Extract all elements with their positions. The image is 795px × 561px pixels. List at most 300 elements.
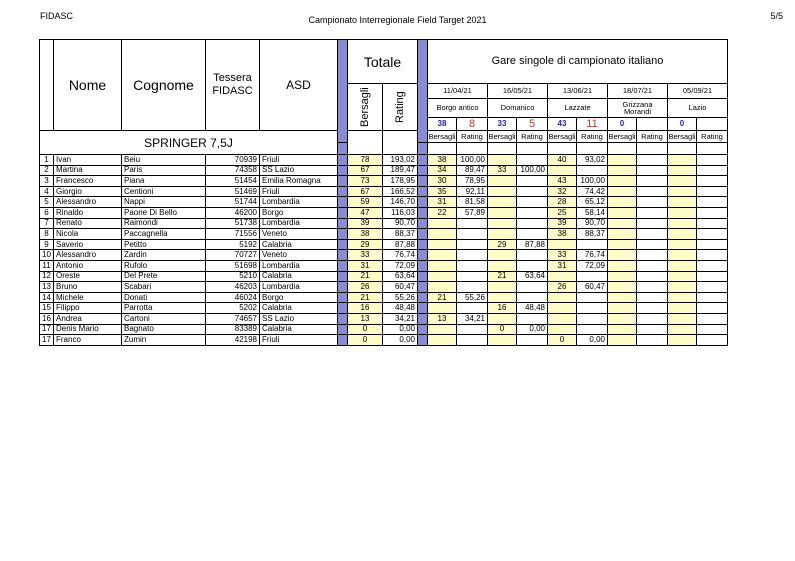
event-rating-cell bbox=[517, 335, 548, 346]
event-rating-cell bbox=[697, 282, 728, 293]
event-rating-cell bbox=[637, 292, 668, 303]
event-bersagli-cell bbox=[608, 218, 637, 229]
event-rating-cell bbox=[457, 260, 488, 271]
separator-bar bbox=[418, 155, 428, 166]
separator-bar bbox=[418, 229, 428, 240]
total-bersagli-cell: 0 bbox=[348, 335, 383, 346]
event-rating-cell bbox=[697, 155, 728, 166]
event-rating-cell bbox=[697, 335, 728, 346]
total-bersagli-cell: 21 bbox=[348, 292, 383, 303]
event-bersagli-cell bbox=[428, 229, 457, 240]
event-rating-cell bbox=[637, 229, 668, 240]
position-cell: 9 bbox=[40, 239, 54, 250]
total-rating-cell: 166,52 bbox=[383, 186, 418, 197]
sub-bersagli: Bersagli bbox=[608, 131, 636, 141]
nome-cell: Oreste bbox=[54, 271, 122, 282]
cognome-cell: Cartoni bbox=[122, 313, 206, 324]
total-rating-cell: 60,47 bbox=[383, 282, 418, 293]
event-bersagli-cell: 43 bbox=[548, 176, 577, 187]
separator-bar bbox=[338, 324, 348, 335]
event-rating-cell bbox=[577, 271, 608, 282]
event-rating-cell: 48,48 bbox=[517, 303, 548, 314]
event-bersagli-cell bbox=[668, 271, 697, 282]
table-row bbox=[40, 303, 728, 314]
event-bersagli-cell bbox=[428, 335, 457, 346]
event-bersagli-cell: 0 bbox=[488, 324, 517, 335]
asd-cell: Lombardia bbox=[260, 197, 338, 208]
event-rating-cell bbox=[577, 324, 608, 335]
separator-bar bbox=[338, 292, 348, 303]
event-rating bbox=[637, 118, 668, 131]
event-bersagli-cell bbox=[428, 324, 457, 335]
separator-bar bbox=[418, 282, 428, 293]
event-rating-cell: 34,21 bbox=[457, 313, 488, 324]
asd-cell: Veneto bbox=[260, 229, 338, 240]
gare-header: Gare singole di campionato italiano bbox=[428, 40, 728, 84]
event-bersagli-cell bbox=[548, 239, 577, 250]
event-rating-cell: 100,00 bbox=[577, 176, 608, 187]
event-bersagli-cell bbox=[548, 313, 577, 324]
category-label: SPRINGER 7,5J bbox=[40, 131, 338, 155]
event-rating-cell: 0,00 bbox=[517, 324, 548, 335]
event-bersagli-cell bbox=[608, 260, 637, 271]
nome-cell: Martina bbox=[54, 165, 122, 176]
table-row bbox=[40, 186, 728, 197]
event-bersagli-cell: 29 bbox=[488, 239, 517, 250]
event-rating-cell: 74,42 bbox=[577, 186, 608, 197]
tessera-cell: 46024 bbox=[206, 292, 260, 303]
event-rating-cell: 0,00 bbox=[577, 335, 608, 346]
event-rating-cell bbox=[517, 176, 548, 187]
event-rating-cell bbox=[697, 292, 728, 303]
event-rating-cell bbox=[637, 324, 668, 335]
spacer bbox=[697, 143, 728, 155]
event-bersagli-cell bbox=[488, 229, 517, 240]
event-bersagli-cell bbox=[488, 218, 517, 229]
event-rating-cell bbox=[697, 260, 728, 271]
position-cell: 17 bbox=[40, 324, 54, 335]
event-rating-cell: 87,88 bbox=[517, 239, 548, 250]
total-rating-cell: 193,02 bbox=[383, 155, 418, 166]
table-row bbox=[40, 165, 728, 176]
event-bersagli-cell bbox=[608, 282, 637, 293]
event-bersagli-cell bbox=[668, 313, 697, 324]
position-cell: 7 bbox=[40, 218, 54, 229]
event-bersagli-cell bbox=[668, 218, 697, 229]
event-date: 05/09/21 bbox=[668, 84, 728, 99]
total-rating-cell: 76,74 bbox=[383, 250, 418, 261]
sub-bersagli: Bersagli bbox=[428, 131, 456, 141]
spacer bbox=[348, 143, 383, 155]
event-rating-cell bbox=[577, 303, 608, 314]
event-bersagli-cell bbox=[608, 271, 637, 282]
tessera-cell: 51738 bbox=[206, 218, 260, 229]
tessera-cell: 42198 bbox=[206, 335, 260, 346]
table-row bbox=[40, 239, 728, 250]
spacer bbox=[608, 143, 637, 155]
event-rating-cell bbox=[697, 324, 728, 335]
event-rating-cell: 88,37 bbox=[577, 229, 608, 240]
event-rating-cell bbox=[517, 186, 548, 197]
event-rating-cell bbox=[577, 165, 608, 176]
separator-bar bbox=[418, 40, 428, 143]
event-rating-cell: 81,58 bbox=[457, 197, 488, 208]
event-rating-cell bbox=[517, 155, 548, 166]
separator-bar bbox=[338, 229, 348, 240]
event-bersagli-cell bbox=[488, 250, 517, 261]
event-bersagli-cell bbox=[428, 282, 457, 293]
event-rating-cell bbox=[457, 218, 488, 229]
event-bersagli-cell bbox=[488, 176, 517, 187]
event-place: Domanico bbox=[488, 99, 548, 118]
cognome-cell: Scabari bbox=[122, 282, 206, 293]
event-bersagli-cell bbox=[668, 207, 697, 218]
separator-bar bbox=[418, 313, 428, 324]
nome-cell: Filippo bbox=[54, 303, 122, 314]
event-bersagli-cell: 21 bbox=[488, 271, 517, 282]
event-bersagli-cell bbox=[668, 250, 697, 261]
tessera-cell: 46203 bbox=[206, 282, 260, 293]
tessera-cell: 74657 bbox=[206, 313, 260, 324]
spacer bbox=[383, 131, 418, 143]
tessera-cell: 74358 bbox=[206, 165, 260, 176]
event-rating-cell bbox=[517, 250, 548, 261]
total-rating-cell: 34,21 bbox=[383, 313, 418, 324]
event-bersagli-cell: 34 bbox=[428, 165, 457, 176]
event-bersagli-cell bbox=[668, 282, 697, 293]
total-bersagli-cell: 33 bbox=[348, 250, 383, 261]
event-place: Borgo antico bbox=[428, 99, 488, 118]
spacer bbox=[577, 143, 608, 155]
total-bersagli-cell: 29 bbox=[348, 239, 383, 250]
separator-bar bbox=[418, 165, 428, 176]
event-bersagli-cell bbox=[668, 292, 697, 303]
separator-bar bbox=[418, 176, 428, 187]
event-bersagli-cell: 31 bbox=[428, 197, 457, 208]
event-bersagli-cell bbox=[488, 186, 517, 197]
event-bersagli-cell bbox=[668, 165, 697, 176]
cognome-cell: Nappi bbox=[122, 197, 206, 208]
event-rating-cell bbox=[637, 155, 668, 166]
sub-bersagli: Bersagli bbox=[668, 131, 696, 141]
event-bersagli-cell bbox=[488, 335, 517, 346]
asd-cell: Lombardia bbox=[260, 218, 338, 229]
event-rating-cell: 93,02 bbox=[577, 155, 608, 166]
total-rating-cell: 0,00 bbox=[383, 324, 418, 335]
nome-cell: Saverio bbox=[54, 239, 122, 250]
standings-table bbox=[39, 39, 728, 346]
total-bersagli-cell: 59 bbox=[348, 197, 383, 208]
total-bersagli-cell: 0 bbox=[348, 324, 383, 335]
position-cell: 8 bbox=[40, 229, 54, 240]
total-bersagli-cell: 39 bbox=[348, 218, 383, 229]
total-bersagli-cell: 78 bbox=[348, 155, 383, 166]
event-bersagli-cell: 33 bbox=[488, 165, 517, 176]
event-bersagli-cell bbox=[668, 197, 697, 208]
event-bersagli-cell bbox=[608, 292, 637, 303]
spacer bbox=[488, 143, 517, 155]
table-row bbox=[40, 197, 728, 208]
asd-cell: Calabria bbox=[260, 271, 338, 282]
cognome-cell: Donati bbox=[122, 292, 206, 303]
separator-bar bbox=[338, 186, 348, 197]
nome-cell: Ivan bbox=[54, 155, 122, 166]
sub-bersagli: Bersagli bbox=[548, 131, 576, 141]
table-row bbox=[40, 282, 728, 293]
nome-cell: Alessandro bbox=[54, 197, 122, 208]
event-bersagli-cell bbox=[488, 260, 517, 271]
page-number: 5/5 bbox=[770, 11, 783, 21]
total-bersagli-cell: 16 bbox=[348, 303, 383, 314]
table-row bbox=[40, 218, 728, 229]
nome-cell: Alessandro bbox=[54, 250, 122, 261]
nome-cell: Giorgio bbox=[54, 186, 122, 197]
cognome-cell: Paccagnella bbox=[122, 229, 206, 240]
event-count: 0 bbox=[668, 118, 697, 131]
event-bersagli-cell bbox=[428, 271, 457, 282]
cognome-cell: Zumin bbox=[122, 335, 206, 346]
event-bersagli-cell bbox=[608, 207, 637, 218]
event-bersagli-cell: 13 bbox=[428, 313, 457, 324]
event-bersagli-cell bbox=[608, 239, 637, 250]
event-bersagli-cell: 30 bbox=[428, 176, 457, 187]
separator-bar bbox=[418, 324, 428, 335]
event-rating-cell bbox=[697, 176, 728, 187]
event-bersagli-cell: 38 bbox=[548, 229, 577, 240]
event-bersagli-cell bbox=[548, 271, 577, 282]
event-rating-cell bbox=[697, 229, 728, 240]
event-rating-cell: 55,26 bbox=[457, 292, 488, 303]
event-bersagli-cell bbox=[428, 218, 457, 229]
position-cell: 16 bbox=[40, 313, 54, 324]
asd-cell: Veneto bbox=[260, 250, 338, 261]
asd-cell: Friuli bbox=[260, 186, 338, 197]
total-rating-cell: 0,00 bbox=[383, 335, 418, 346]
position-cell: 12 bbox=[40, 271, 54, 282]
position-cell: 2 bbox=[40, 165, 54, 176]
asd-cell: Calabria bbox=[260, 239, 338, 250]
position-cell: 4 bbox=[40, 186, 54, 197]
nome-cell: Bruno bbox=[54, 282, 122, 293]
cognome-cell: Rufolo bbox=[122, 260, 206, 271]
event-rating-cell bbox=[637, 313, 668, 324]
event-rating-cell: 72,09 bbox=[577, 260, 608, 271]
event-rating-cell: 89,47 bbox=[457, 165, 488, 176]
separator-bar bbox=[338, 271, 348, 282]
event-bersagli-cell: 33 bbox=[548, 250, 577, 261]
event-bersagli-cell bbox=[428, 260, 457, 271]
total-rating-cell: 146,70 bbox=[383, 197, 418, 208]
asd-cell: Friuli bbox=[260, 335, 338, 346]
separator-bar bbox=[338, 165, 348, 176]
event-date: 18/07/21 bbox=[608, 84, 668, 99]
table-row bbox=[40, 229, 728, 240]
separator-bar bbox=[338, 260, 348, 271]
event-bersagli-cell: 31 bbox=[548, 260, 577, 271]
event-bersagli-cell bbox=[668, 186, 697, 197]
event-bersagli-cell bbox=[668, 260, 697, 271]
position-cell: 1 bbox=[40, 155, 54, 166]
tessera-cell: 46200 bbox=[206, 207, 260, 218]
total-rating-cell: 48,48 bbox=[383, 303, 418, 314]
tessera-cell: 5210 bbox=[206, 271, 260, 282]
separator-bar bbox=[418, 186, 428, 197]
table-row bbox=[40, 250, 728, 261]
event-count: 38 bbox=[428, 118, 457, 131]
tessera-cell: 83389 bbox=[206, 324, 260, 335]
separator-bar bbox=[338, 207, 348, 218]
event-rating-cell bbox=[637, 335, 668, 346]
event-bersagli-cell: 38 bbox=[428, 155, 457, 166]
sub-rating: Rating bbox=[517, 131, 548, 143]
separator-bar bbox=[338, 197, 348, 208]
position-cell: 3 bbox=[40, 176, 54, 187]
cognome-cell: Zardin bbox=[122, 250, 206, 261]
event-place: Lazzate bbox=[548, 99, 608, 118]
cognome-cell: Paone Di Bello bbox=[122, 207, 206, 218]
totale-header: Totale bbox=[348, 40, 418, 84]
tessera-cell: 51454 bbox=[206, 176, 260, 187]
event-rating-cell bbox=[697, 303, 728, 314]
event-bersagli-cell bbox=[548, 165, 577, 176]
event-bersagli-cell bbox=[608, 155, 637, 166]
event-bersagli-cell: 22 bbox=[428, 207, 457, 218]
separator-bar bbox=[418, 271, 428, 282]
spacer bbox=[548, 143, 577, 155]
spacer bbox=[637, 143, 668, 155]
event-rating-cell bbox=[517, 313, 548, 324]
event-bersagli-cell bbox=[488, 197, 517, 208]
event-bersagli-cell: 39 bbox=[548, 218, 577, 229]
event-rating-cell bbox=[637, 239, 668, 250]
position-cell: 13 bbox=[40, 282, 54, 293]
event-bersagli-cell bbox=[548, 303, 577, 314]
event-rating-cell: 100,00 bbox=[457, 155, 488, 166]
event-rating-cell: 57,89 bbox=[457, 207, 488, 218]
event-bersagli-cell bbox=[608, 165, 637, 176]
total-bersagli-cell: 73 bbox=[348, 176, 383, 187]
spacer bbox=[457, 143, 488, 155]
event-rating-cell bbox=[637, 218, 668, 229]
event-rating-cell bbox=[457, 282, 488, 293]
tessera-cell: 51698 bbox=[206, 260, 260, 271]
event-bersagli-cell bbox=[428, 239, 457, 250]
event-rating-cell bbox=[637, 197, 668, 208]
separator-bar bbox=[418, 292, 428, 303]
position-cell: 10 bbox=[40, 250, 54, 261]
event-rating-cell bbox=[517, 292, 548, 303]
cognome-header: Cognome bbox=[122, 40, 206, 131]
event-bersagli-cell bbox=[608, 313, 637, 324]
separator-bar bbox=[338, 143, 348, 155]
asd-cell: Lombardia bbox=[260, 260, 338, 271]
event-rating-cell: 65,12 bbox=[577, 197, 608, 208]
event-rating-cell bbox=[457, 324, 488, 335]
event-bersagli-cell bbox=[488, 313, 517, 324]
total-rating-cell: 72,09 bbox=[383, 260, 418, 271]
total-bersagli-cell: 38 bbox=[348, 229, 383, 240]
separator-bar bbox=[338, 335, 348, 346]
event-bersagli-cell bbox=[608, 324, 637, 335]
total-rating-cell: 55,26 bbox=[383, 292, 418, 303]
separator-bar bbox=[338, 40, 348, 143]
tessera-cell: 71556 bbox=[206, 229, 260, 240]
cognome-cell: Parrotta bbox=[122, 303, 206, 314]
nome-cell: Antonio bbox=[54, 260, 122, 271]
nome-cell: Michele bbox=[54, 292, 122, 303]
position-cell: 17 bbox=[40, 335, 54, 346]
event-rating-cell bbox=[457, 229, 488, 240]
event-bersagli-cell: 16 bbox=[488, 303, 517, 314]
event-rating-cell bbox=[517, 260, 548, 271]
spacer bbox=[668, 143, 697, 155]
asd-cell: Lombardia bbox=[260, 282, 338, 293]
asd-cell: Friuli bbox=[260, 155, 338, 166]
event-rating-cell bbox=[517, 282, 548, 293]
spacer bbox=[428, 143, 457, 155]
event-bersagli-cell: 26 bbox=[548, 282, 577, 293]
event-count: 0 bbox=[608, 118, 637, 131]
total-rating-cell: 63,64 bbox=[383, 271, 418, 282]
event-rating-cell bbox=[637, 186, 668, 197]
separator-bar bbox=[418, 197, 428, 208]
event-rating-cell: 90,70 bbox=[577, 218, 608, 229]
table-row bbox=[40, 335, 728, 346]
event-bersagli-cell bbox=[488, 207, 517, 218]
asd-cell: Borgo bbox=[260, 292, 338, 303]
event-bersagli-cell bbox=[668, 176, 697, 187]
sub-rating: Rating bbox=[637, 131, 668, 143]
event-bersagli-cell bbox=[548, 292, 577, 303]
cognome-cell: Bagnato bbox=[122, 324, 206, 335]
event-rating-cell bbox=[457, 250, 488, 261]
cognome-cell: Centioni bbox=[122, 186, 206, 197]
table-row bbox=[40, 176, 728, 187]
nome-cell: Nicola bbox=[54, 229, 122, 240]
nome-cell: Andrea bbox=[54, 313, 122, 324]
table-row bbox=[40, 324, 728, 335]
bersagli-header: Bersagli bbox=[348, 84, 383, 131]
event-rating-cell bbox=[697, 239, 728, 250]
event-rating-cell bbox=[517, 229, 548, 240]
event-bersagli-cell bbox=[668, 303, 697, 314]
event-date: 16/05/21 bbox=[488, 84, 548, 99]
event-rating-cell bbox=[697, 271, 728, 282]
event-count: 33 bbox=[488, 118, 517, 131]
separator-bar bbox=[338, 155, 348, 166]
tessera-cell: 51469 bbox=[206, 186, 260, 197]
event-rating: 11 bbox=[577, 118, 608, 131]
asd-cell: Calabria bbox=[260, 303, 338, 314]
separator-bar bbox=[338, 176, 348, 187]
asd-cell: Borgo bbox=[260, 207, 338, 218]
table-row bbox=[40, 271, 728, 282]
event-bersagli-cell: 21 bbox=[428, 292, 457, 303]
total-bersagli-cell: 31 bbox=[348, 260, 383, 271]
table-row bbox=[40, 155, 728, 166]
nome-cell: Rinaldo bbox=[54, 207, 122, 218]
event-rating-cell: 78,95 bbox=[457, 176, 488, 187]
event-rating-cell: 60,47 bbox=[577, 282, 608, 293]
total-rating-cell: 87,88 bbox=[383, 239, 418, 250]
nome-cell: Renato bbox=[54, 218, 122, 229]
event-bersagli-cell bbox=[608, 186, 637, 197]
cognome-cell: Paris bbox=[122, 165, 206, 176]
event-rating-cell bbox=[697, 313, 728, 324]
event-bersagli-cell bbox=[668, 155, 697, 166]
separator-bar bbox=[418, 143, 428, 155]
event-rating-cell bbox=[457, 239, 488, 250]
